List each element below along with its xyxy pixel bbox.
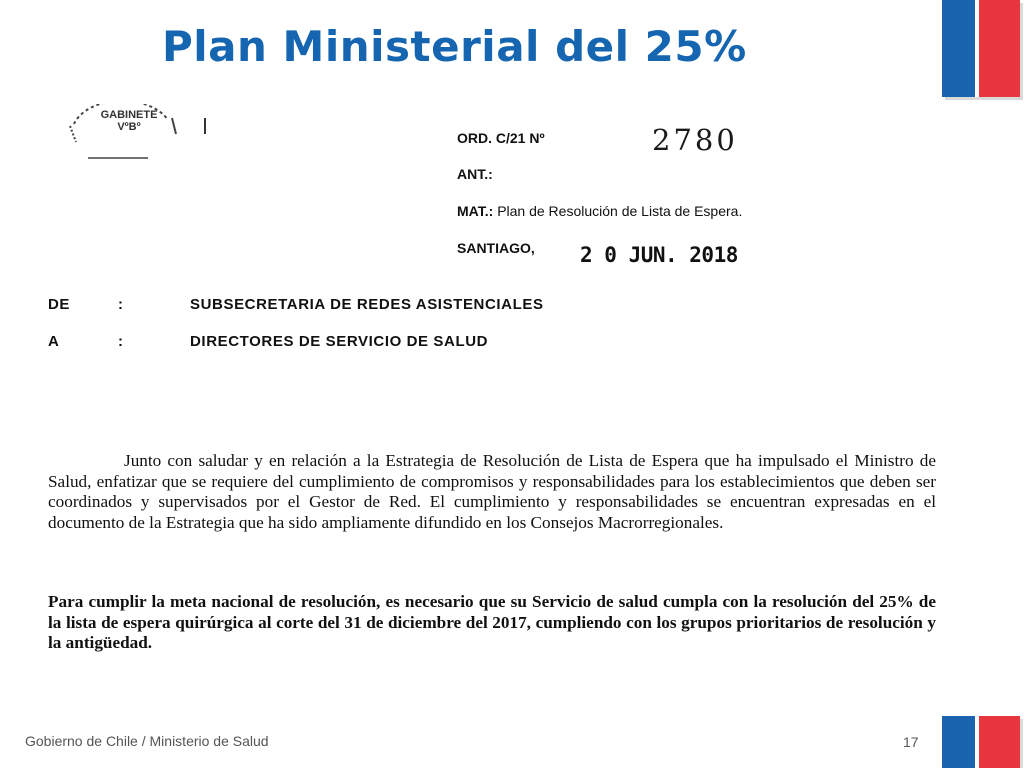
paragraph-2: Para cumplir la meta nacional de resolución, es necesario que su Servicio de salud cumpla con la resolución del 25% de la lista de espera quirúrgica al corte del 31 de diciembre del 2017, cumpliendo con los grupos prioritarios de resolución y la antigüedad. [48, 592, 936, 652]
slide-title: Plan Ministerial del 25% [162, 22, 747, 71]
mat-label: MAT.: [457, 203, 494, 219]
date-stamp: 2 0 JUN. 2018 [580, 243, 738, 267]
flag-decoration-bottom [942, 716, 1020, 768]
city-label: SANTIAGO, [457, 240, 535, 256]
a-value: DIRECTORES DE SERVICIO DE SALUD [190, 333, 489, 350]
page-number: 17 [903, 734, 919, 750]
mat-value: Plan de Resolución de Lista de Espera. [497, 203, 743, 219]
scan-mark [204, 118, 206, 134]
footer-text: Gobierno de Chile / Ministerio de Salud [25, 733, 269, 749]
a-colon: : [118, 333, 124, 350]
de-label: DE [48, 296, 71, 313]
ord-label: ORD. C/21 Nº [457, 130, 545, 146]
de-colon: : [118, 296, 124, 313]
a-label: A [48, 333, 60, 350]
de-value: SUBSECRETARIA DE REDES ASISTENCIALES [190, 296, 544, 313]
mat-line [457, 203, 742, 219]
flag-red-stripe [979, 716, 1020, 768]
flag-blue-stripe [942, 716, 975, 768]
ant-label: ANT.: [457, 166, 493, 182]
paragraph-1: Junto con saludar y en relación a la Estrategia de Resolución de Lista de Espera que ha impulsado el Ministro de Salud, enfatizar que se requiere del cumplimiento de compromisos y responsabilidades para los establecimientos que deben ser coordinados y supervisados por el Gestor de Red. El cumplimiento y responsabilidades se encuentran expresadas en el documento de la Estrategia que ha sido ampliamente difundido en los Consejos Macrorregionales. [48, 451, 936, 532]
ord-number: 2780 [652, 123, 738, 157]
stamp-text: GABINETE VºBº [100, 109, 158, 133]
